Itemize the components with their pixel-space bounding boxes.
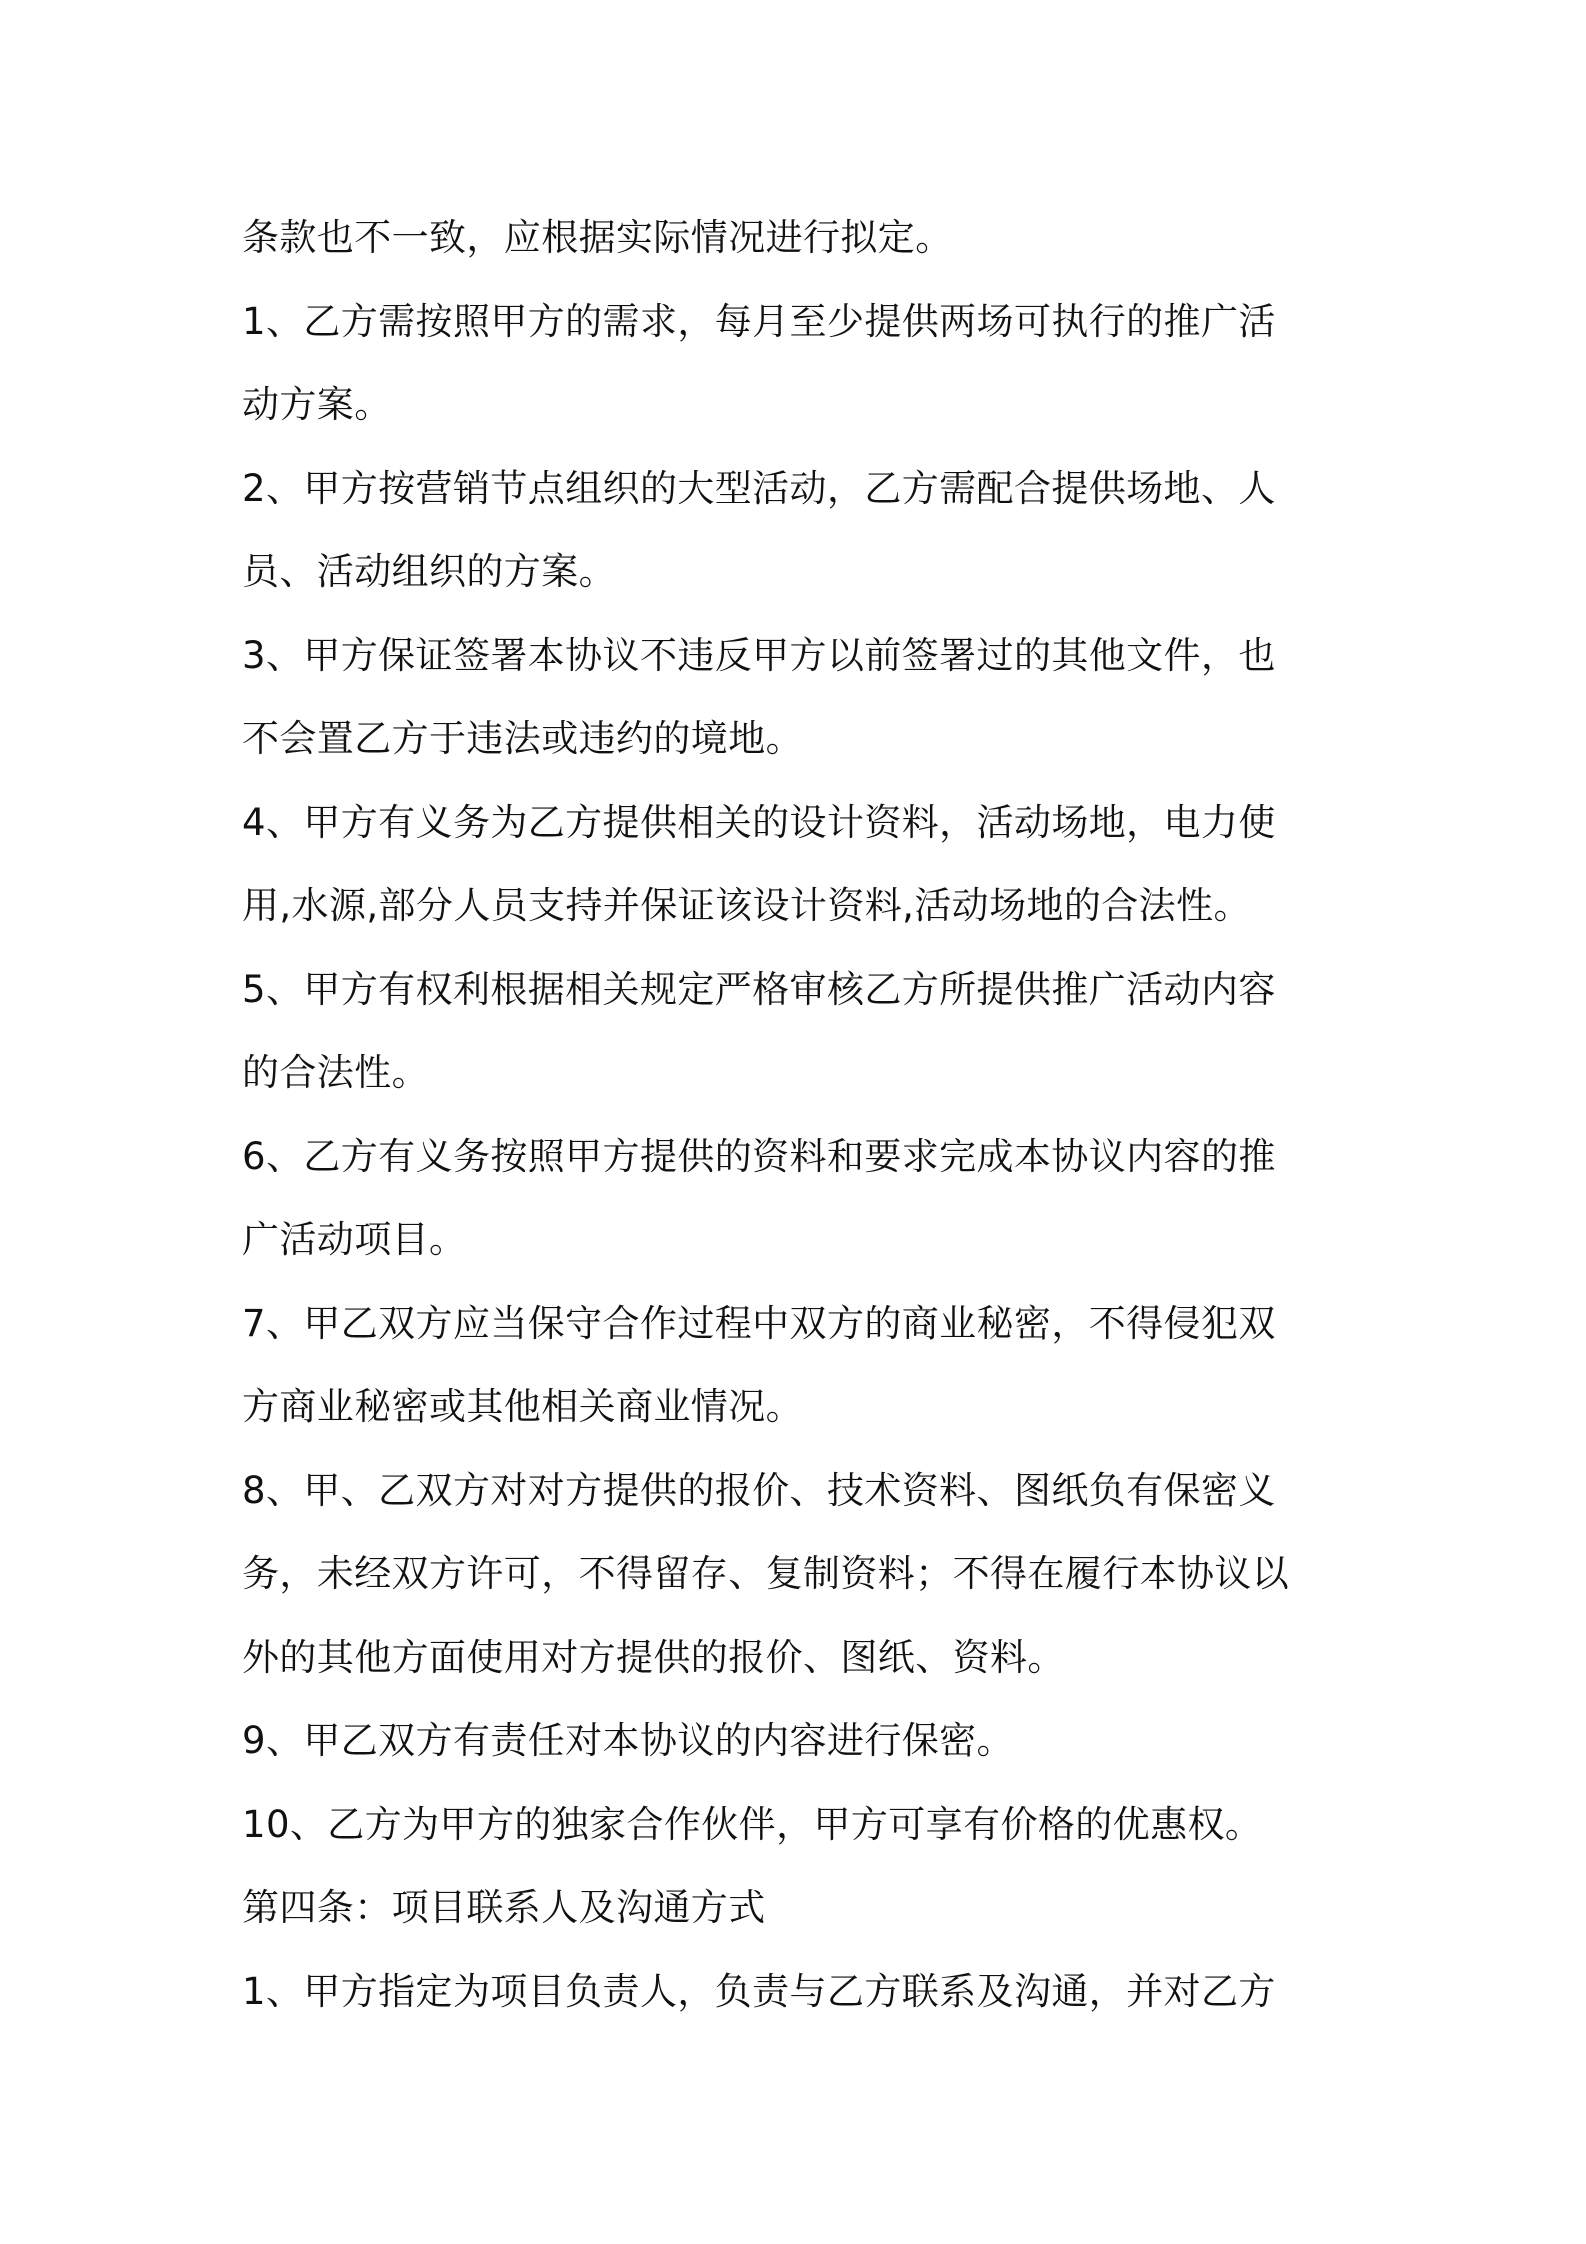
text-line: 广活动项目。 [242,1218,467,1261]
section-heading: 第四条：项目联系人及沟通方式 [242,1886,766,1929]
text-line: 10、乙方为甲方的独家合作伙伴，甲方可享有价格的优惠权。 [242,1802,1263,1846]
text-line: 的合法性。 [242,1051,429,1094]
text-line: 用,水源,部分人员支持并保证该设计资料,活动场地的合法性。 [242,884,1251,927]
text-line: 5、甲方有权利根据相关规定严格审核乙方所提供推广活动内容 [242,967,1276,1011]
text-line: 7、甲乙双方应当保守合作过程中双方的商业秘密，不得侵犯双 [242,1301,1276,1345]
text-line: 6、乙方有义务按照甲方提供的资料和要求完成本协议内容的推 [242,1134,1276,1178]
text-line: 员、活动组织的方案。 [242,550,616,593]
text-line: 方商业秘密或其他相关商业情况。 [242,1385,803,1428]
text-line: 条款也不一致，应根据实际情况进行拟定。 [242,216,953,259]
text-line: 3、甲方保证签署本协议不违反甲方以前签署过的其他文件，也 [242,633,1276,677]
text-line: 外的其他方面使用对方提供的报价、图纸、资料。 [242,1635,1065,1679]
text-line: 1、甲方指定为项目负责人，负责与乙方联系及沟通，并对乙方 [242,1969,1276,2013]
text-line: 动方案。 [242,383,392,426]
text-line: 4、甲方有义务为乙方提供相关的设计资料，活动场地，电力使 [242,800,1276,844]
text-line: 2、甲方按营销节点组织的大型活动，乙方需配合提供场地、人 [242,466,1276,510]
document-body [242,196,1352,2033]
text-line: 不会置乙方于违法或违约的境地。 [242,717,803,760]
text-line: 9、甲乙双方有责任对本协议的内容进行保密。 [242,1719,1014,1762]
text-line: 1、乙方需按照甲方的需求，每月至少提供两场可执行的推广活 [242,299,1276,343]
text-line: 8、甲、乙双方对对方提供的报价、技术资料、图纸负有保密义 [242,1468,1276,1512]
text-line: 务，未经双方许可，不得留存、复制资料；不得在履行本协议以 [242,1552,1290,1595]
